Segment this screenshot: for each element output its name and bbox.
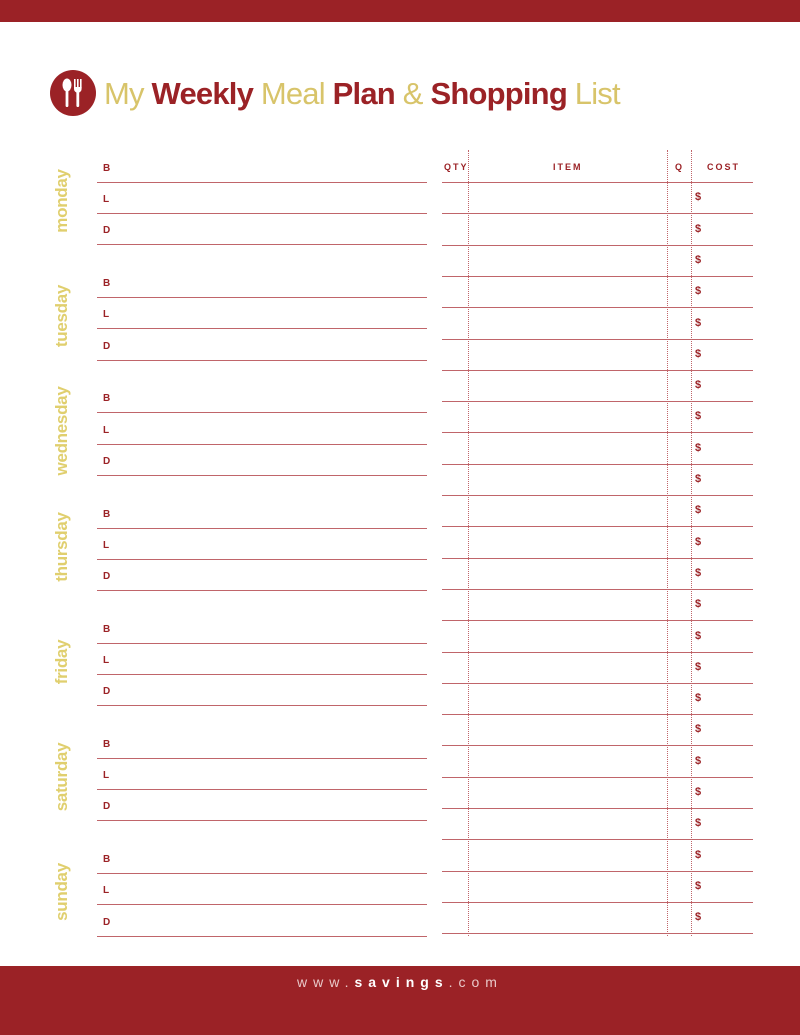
meal-entry-line[interactable] [97,559,427,560]
logo [50,70,96,116]
shopping-row-line[interactable] [442,839,753,840]
column-header-q: Q [675,162,685,172]
day-label-5: saturday [52,742,71,812]
shopping-row-line[interactable] [442,871,753,872]
cost-dollar-sign: $ [695,222,702,235]
cost-dollar-sign: $ [695,504,702,517]
title-part: My [104,76,152,111]
cost-dollar-sign: $ [695,191,702,204]
shopping-row-line[interactable] [442,558,753,559]
meal-letter: D [103,225,111,237]
meal-letter: L [103,655,110,666]
meal-entry-line[interactable] [97,590,427,591]
day-label-3: thursday [52,511,71,582]
column-divider [468,150,469,936]
meal-entry-line[interactable] [97,820,427,821]
meal-letter: D [103,916,111,928]
shopping-row-line[interactable] [442,339,753,340]
cost-dollar-sign: $ [695,723,702,736]
shopping-row-line[interactable] [442,714,753,715]
column-header-cost: COST [707,162,741,172]
cost-dollar-sign: $ [695,817,702,830]
meal-letter: L [103,885,110,897]
title-part: Weekly [151,76,261,111]
meal-entry-line[interactable] [97,643,427,644]
footer-url-prefix: www. [297,974,355,990]
meal-entry-line[interactable] [97,475,427,476]
meal-entry-line[interactable] [97,328,427,329]
meal-letter: L [103,194,110,206]
title-part: Meal [260,76,333,111]
cost-dollar-sign: $ [695,379,702,392]
shopping-row-line[interactable] [442,902,753,903]
meal-entry-line[interactable] [97,904,427,905]
meal-letter: D [103,571,111,582]
shopping-row-line[interactable] [442,745,753,746]
meal-letter: L [103,539,110,551]
meal-entry-line[interactable] [97,528,427,529]
shopping-row-line[interactable] [442,432,753,433]
meal-letter: B [103,508,111,520]
meal-letter: B [103,278,111,290]
meal-letter: L [103,309,110,321]
meal-entry-line[interactable] [97,674,427,675]
day-label-4: friday [52,639,71,685]
meal-letter: D [103,801,111,813]
meal-letter: D [103,686,111,698]
cost-dollar-sign: $ [695,285,702,298]
shopping-row-line[interactable] [442,370,753,371]
meal-letter: B [103,623,111,635]
cost-dollar-sign: $ [695,879,702,892]
title-part: & [402,76,431,111]
shopping-row-line[interactable] [442,526,753,527]
shopping-row-line[interactable] [442,777,753,778]
meal-entry-line[interactable] [97,936,427,937]
cost-dollar-sign: $ [695,786,702,798]
cost-dollar-sign: $ [695,629,702,642]
shopping-row-line[interactable] [442,683,753,684]
cost-dollar-sign: $ [695,347,702,360]
cost-dollar-sign: $ [695,253,702,266]
page-title [104,74,620,114]
cost-dollar-sign: $ [695,911,702,924]
title-part: Plan [332,76,403,111]
meal-letter: B [103,854,111,866]
meal-entry-line[interactable] [97,444,427,445]
fork-spoon-icon [50,70,96,116]
shopping-row-line[interactable] [442,652,753,653]
footer-url-brand: savings [354,974,449,990]
shopping-row-line[interactable] [442,464,753,465]
cost-dollar-sign: $ [695,441,702,454]
meal-letter: L [103,770,110,782]
shopping-row-line[interactable] [442,933,753,934]
meal-letter: L [103,424,110,436]
cost-dollar-sign: $ [695,848,702,861]
shopping-header-line [442,182,753,183]
cost-dollar-sign: $ [695,598,702,611]
cost-dollar-sign: $ [695,410,702,423]
cost-dollar-sign: $ [695,660,702,673]
meal-entry-line[interactable] [97,360,427,361]
meal-entry-line[interactable] [97,297,427,298]
column-header-qty: QTY [444,162,469,172]
cost-dollar-sign: $ [695,566,702,579]
footer-url[interactable] [0,974,800,990]
title-part: Shopping [430,76,575,111]
shopping-row-line[interactable] [442,213,753,214]
shopping-row-line[interactable] [442,307,753,308]
cost-dollar-sign: $ [695,316,702,329]
meal-letter: D [103,340,111,352]
shopping-row-line[interactable] [442,276,753,277]
day-label-6: sunday [52,863,71,922]
column-header-item: ITEM [553,162,583,172]
cost-dollar-sign: $ [695,692,702,705]
cost-dollar-sign: $ [695,535,702,548]
meal-letter: B [103,163,111,174]
day-label-1: tuesday [52,285,71,348]
day-label-0: monday [52,169,71,233]
meal-entry-line[interactable] [97,705,427,706]
shopping-row-line[interactable] [442,495,753,496]
shopping-row-line[interactable] [442,589,753,590]
cost-dollar-sign: $ [695,754,702,767]
cost-dollar-sign: $ [695,473,702,485]
meal-entry-line[interactable] [97,213,427,214]
column-divider [667,150,668,936]
shopping-row-line[interactable] [442,620,753,621]
column-divider [691,150,692,936]
shopping-row-line[interactable] [442,808,753,809]
meal-entry-line[interactable] [97,412,427,413]
top-banner [0,0,800,22]
meal-entry-line[interactable] [97,244,427,245]
meal-letter: B [103,739,111,750]
meal-letter: D [103,455,111,467]
meal-entry-line[interactable] [97,758,427,759]
meal-letter: B [103,393,111,405]
day-label-2: wednesday [52,386,71,476]
meal-entry-line[interactable] [97,789,427,790]
shopping-row-line[interactable] [442,245,753,246]
shopping-row-line[interactable] [442,401,753,402]
footer-url-suffix: .com [448,974,503,990]
meal-entry-line[interactable] [97,873,427,874]
meal-entry-line[interactable] [97,182,427,183]
title-part: List [574,76,620,111]
